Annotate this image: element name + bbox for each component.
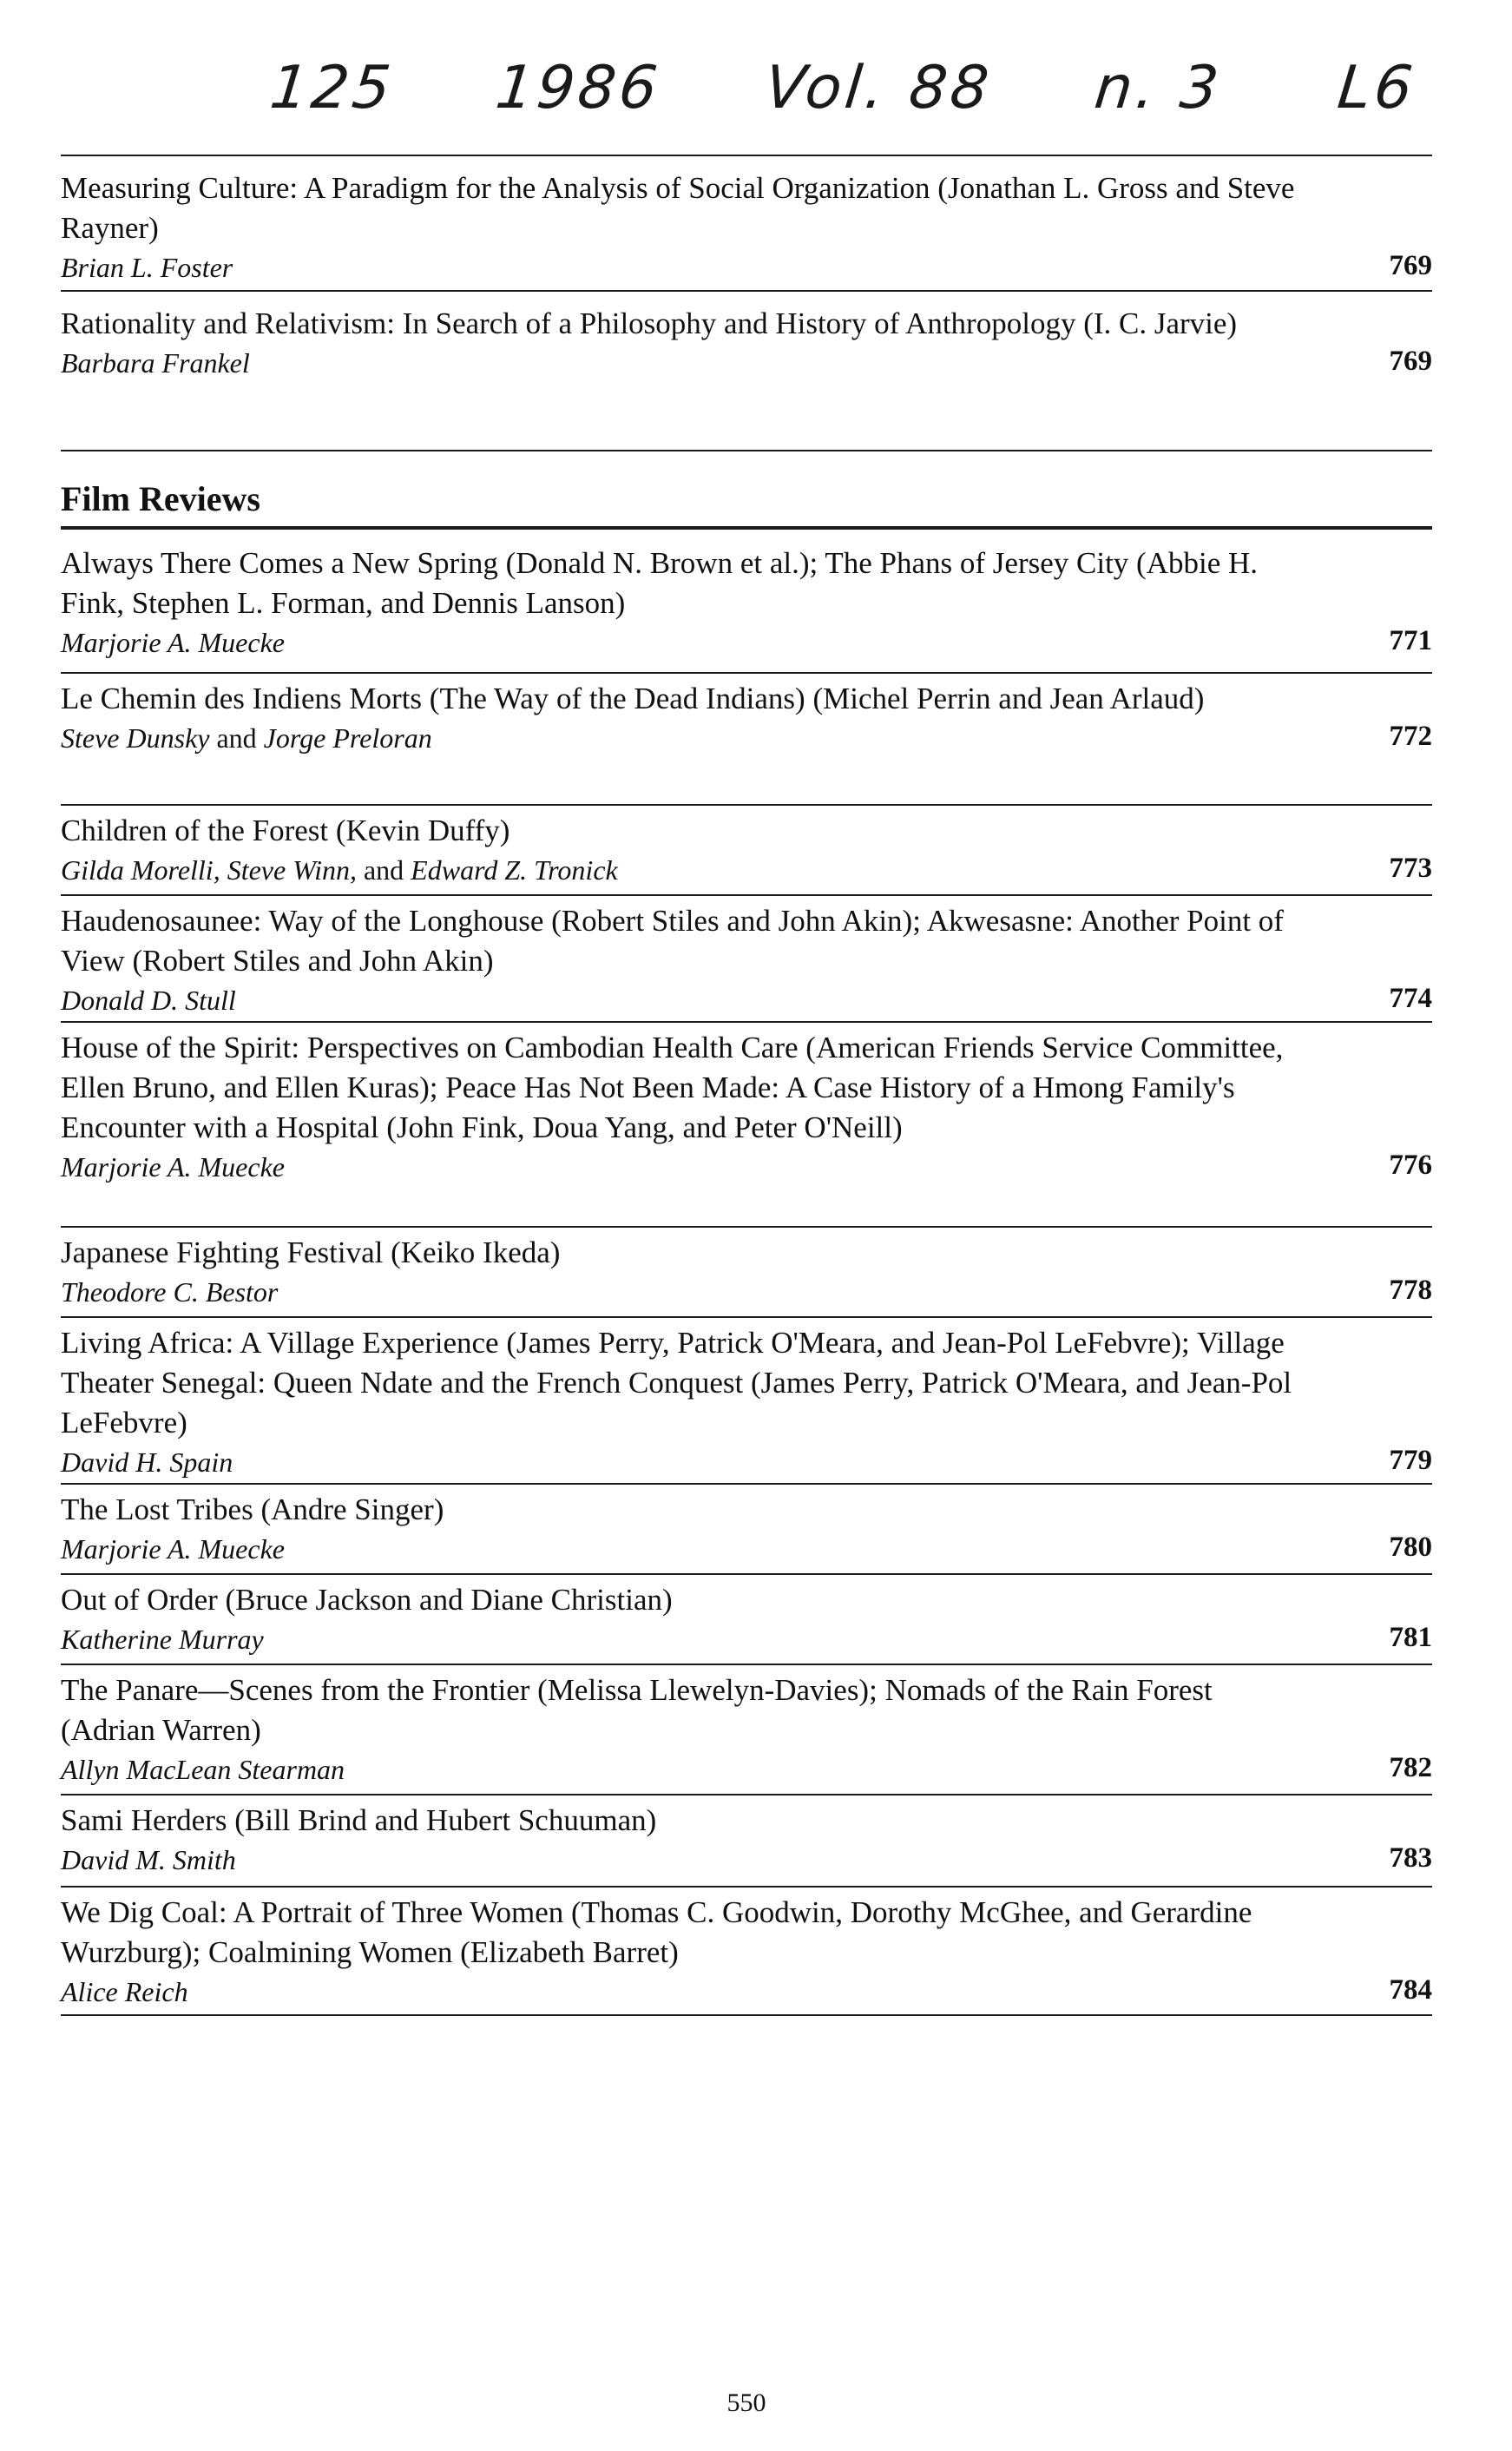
reviewer-name: Gilda Morelli, Steve Winn,	[61, 854, 357, 886]
divider	[61, 894, 1432, 896]
entry-reviewer: Allyn MacLean Stearman	[61, 1754, 345, 1785]
entry-page-number: 781	[1389, 1622, 1432, 1653]
entry-reviewer: Brian L. Foster	[61, 252, 233, 283]
handwritten-annotation	[203, 54, 1429, 149]
reviewer-name: Jorge Preloran	[263, 722, 432, 754]
entry-page-number: 779	[1389, 1445, 1432, 1476]
entry-page-number: 769	[1389, 250, 1432, 281]
entry-page-number: 776	[1389, 1150, 1432, 1181]
entry-title: Japanese Fighting Festival (Keiko Ikeda)	[61, 1235, 561, 1269]
entry-title: Le Chemin des Indiens Morts (The Way of the Dead Indians) (Michel Perrin and Jean Arlaud)	[61, 682, 1205, 715]
divider	[61, 804, 1432, 806]
divider	[61, 1316, 1432, 1318]
entry-reviewer: Alice Reich	[61, 1976, 188, 2007]
toc-entry	[61, 1801, 1432, 1879]
entry-page-number: 771	[1389, 625, 1432, 656]
entry-page-number: 774	[1389, 983, 1432, 1014]
entry-title: Living Africa: A Village Experience (James Perry, Patrick O'Meara, and Jean-Pol LeFebvre); Village Theater Senegal: Queen Ndate and the French Conquest (James Perry, Patrick O'Meara, and Jean-Pol LeFebvre)	[61, 1326, 1292, 1440]
document-page	[61, 0, 1432, 2451]
entry-page-number: 784	[1389, 1974, 1432, 2006]
toc-entry	[61, 901, 1432, 1019]
entry-reviewer: Marjorie A. Muecke	[61, 627, 285, 658]
toc-entry	[61, 1670, 1432, 1789]
handwritten-part-1: 125	[266, 54, 398, 122]
divider	[61, 1794, 1432, 1795]
handwritten-part-2: 1986	[492, 54, 664, 122]
toc-entry	[61, 1233, 1432, 1311]
entry-reviewer	[61, 851, 1259, 889]
toc-entry	[61, 304, 1432, 382]
entry-title: House of the Spirit: Perspectives on Cambodian Health Care (American Friends Service Committee, Ellen Bruno, and Ellen Kuras); Peace Has Not Been Made: A Case History of a Hmong Family's Encounter with a Hospital (John Fink, Doua Yang, and Peter O'Neill)	[61, 1031, 1284, 1144]
divider	[61, 1886, 1432, 1888]
entry-title: Children of the Forest (Kevin Duffy)	[61, 814, 510, 847]
entry-reviewer: Marjorie A. Muecke	[61, 1533, 285, 1565]
divider	[61, 290, 1432, 292]
toc-entry	[61, 1893, 1432, 2011]
section-heading-film-reviews: Film Reviews	[61, 479, 260, 518]
entry-title: Rationality and Relativism: In Search of a Philosophy and History of Anthropology (I. C. Jarvie)	[61, 306, 1238, 340]
divider	[61, 155, 1432, 156]
entry-reviewer: Barbara Frankel	[61, 347, 250, 379]
entry-title: Haudenosaunee: Way of the Longhouse (Robert Stiles and John Akin); Akwesasne: Another Point of View (Robert Stiles and John Akin)	[61, 904, 1284, 978]
entry-page-number: 778	[1389, 1275, 1432, 1306]
handwritten-part-3: Vol. 88	[761, 54, 996, 122]
divider	[61, 2014, 1432, 2016]
handwritten-part-4: n. 3	[1091, 54, 1226, 122]
entry-reviewer: Donald D. Stull	[61, 985, 236, 1016]
entry-title: Out of Order (Bruce Jackson and Diane Christian)	[61, 1583, 673, 1617]
reviewer-name: Edward Z. Tronick	[411, 854, 618, 886]
toc-entry	[61, 1580, 1432, 1658]
entry-page-number: 772	[1389, 721, 1432, 752]
entry-page-number: 769	[1389, 346, 1432, 377]
entry-title: The Lost Tribes (Andre Singer)	[61, 1492, 444, 1526]
divider	[61, 526, 1432, 530]
entry-title: The Panare—Scenes from the Frontier (Melissa Llewelyn-Davies); Nomads of the Rain Forest (Adrian Warren)	[61, 1673, 1213, 1747]
divider	[61, 1021, 1432, 1023]
toc-entry	[61, 1490, 1432, 1568]
reviewer-conjunction: and	[209, 722, 264, 754]
entry-title: Measuring Culture: A Paradigm for the Analysis of Social Organization (Jonathan L. Gross and Steve Rayner)	[61, 171, 1295, 245]
toc-entry	[61, 679, 1432, 757]
toc-entry	[61, 168, 1432, 287]
reviewer-conjunction: and	[356, 854, 411, 886]
entry-page-number: 780	[1389, 1532, 1432, 1563]
entry-reviewer	[61, 719, 1259, 757]
toc-entry	[61, 544, 1432, 662]
divider	[61, 1226, 1432, 1228]
divider	[61, 1483, 1432, 1485]
entry-title: Sami Herders (Bill Brind and Hubert Schuuman)	[61, 1803, 657, 1837]
toc-entry	[61, 1323, 1432, 1481]
entry-page-number: 783	[1389, 1842, 1432, 1874]
entry-reviewer: Katherine Murray	[61, 1624, 264, 1655]
toc-entry	[61, 1028, 1432, 1186]
handwritten-part-5: L6	[1334, 54, 1419, 122]
divider	[61, 1664, 1432, 1665]
divider	[61, 672, 1432, 674]
divider	[61, 1573, 1432, 1575]
entry-page-number: 782	[1389, 1752, 1432, 1783]
entry-reviewer: David H. Spain	[61, 1446, 233, 1478]
page-number: 550	[726, 2388, 766, 2417]
entry-title: We Dig Coal: A Portrait of Three Women (Thomas C. Goodwin, Dorothy McGhee, and Gerardine Wurzburg); Coalmining Women (Elizabeth Barret)	[61, 1895, 1252, 1969]
entry-title: Always There Comes a New Spring (Donald N. Brown et al.); The Phans of Jersey City (Abbie H. Fink, Stephen L. Forman, and Dennis Lanson)	[61, 546, 1259, 620]
reviewer-name: Steve Dunsky	[61, 722, 210, 754]
entry-reviewer: David M. Smith	[61, 1844, 236, 1875]
divider	[61, 450, 1432, 451]
toc-entry	[61, 811, 1432, 889]
entry-reviewer: Theodore C. Bestor	[61, 1276, 279, 1308]
entry-reviewer: Marjorie A. Muecke	[61, 1151, 285, 1183]
entry-page-number: 773	[1389, 853, 1432, 884]
